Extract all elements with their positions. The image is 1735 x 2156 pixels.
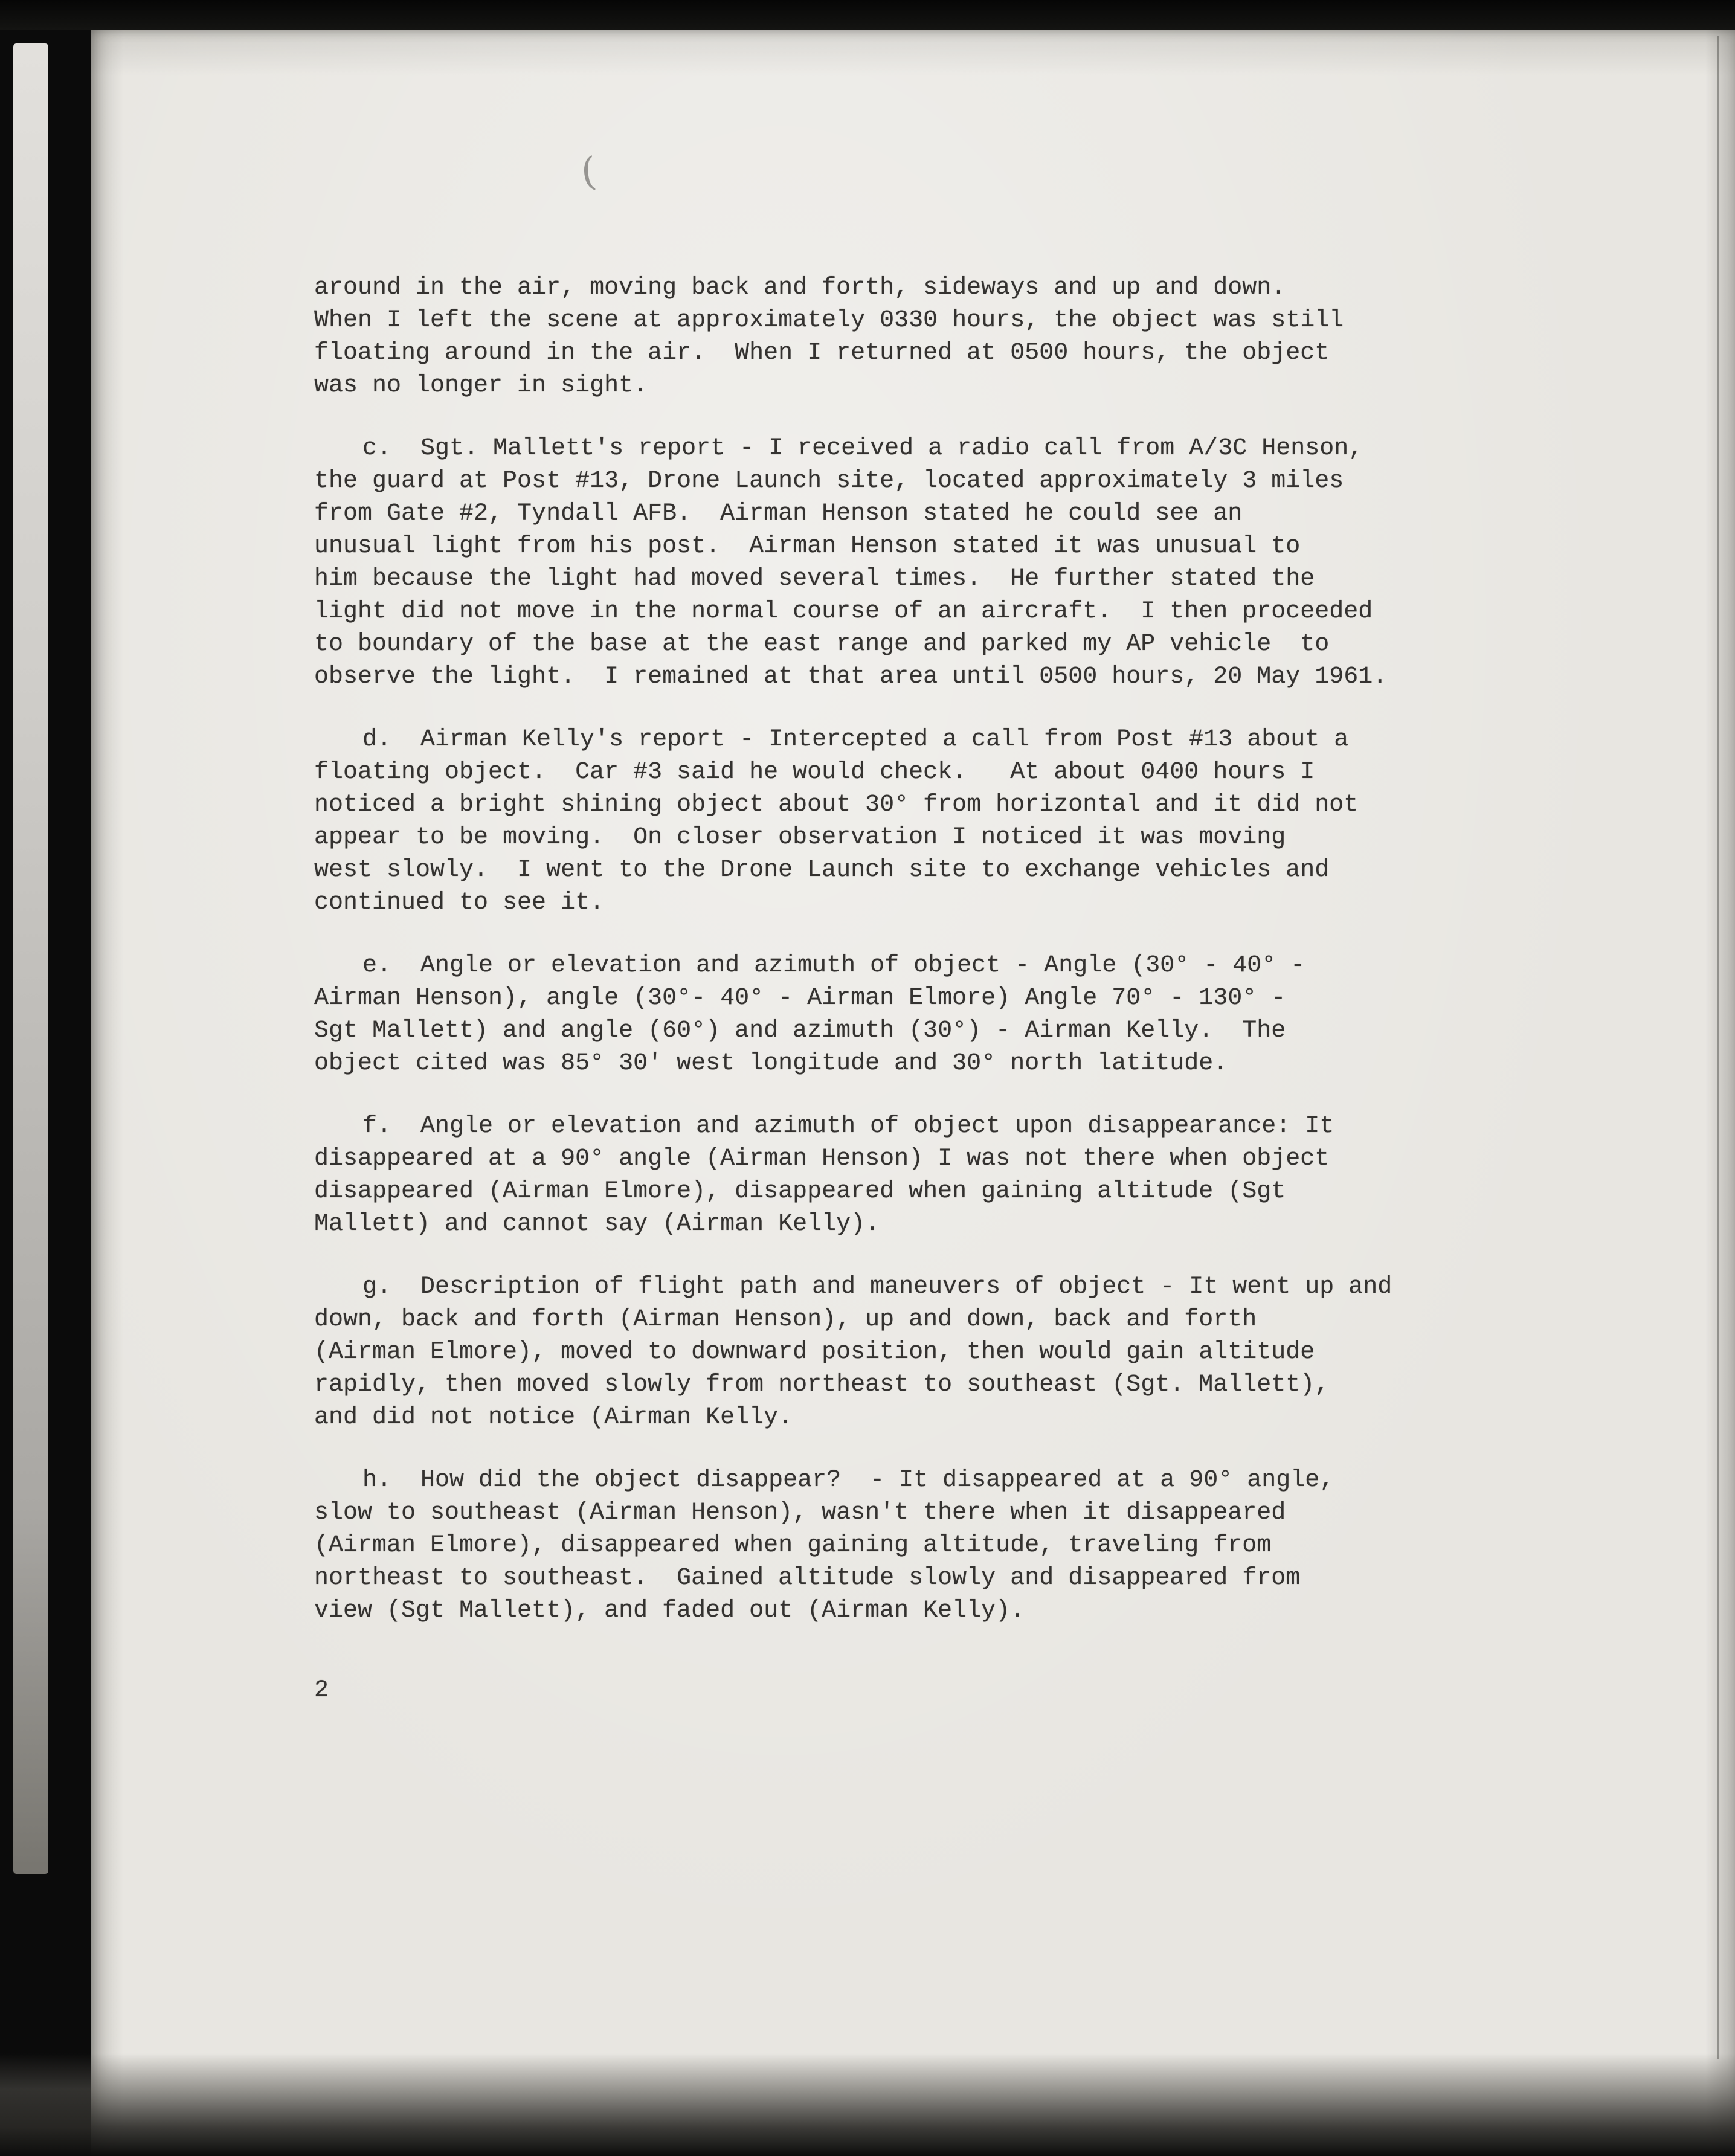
text-line: disappeared (Airman Elmore), disappeared when gaining altitude (Sgt [314,1178,1286,1205]
document-body [314,272,1408,1627]
text-line: Sgt Mallett) and angle (60°) and azimuth (30°) - Airman Kelly. The [314,1017,1286,1044]
text-line: When I left the scene at approximately 0330 hours, the object was still [314,307,1344,334]
text-line: noticed a bright shining object about 30° from horizontal and it did not [314,791,1359,819]
page-number: 2 [314,1677,329,1704]
text-line: him because the light had moved several times. He further stated the [314,565,1315,593]
paragraph [314,724,1408,919]
text-line: d. Airman Kelly's report - Intercepted a call from Post #13 about a [362,726,1349,753]
document-text-block [314,272,1408,1707]
paragraph [314,272,1408,402]
text-line: Mallett) and cannot say (Airman Kelly). [314,1211,880,1238]
text-line: e. Angle or elevation and azimuth of object - Angle (30° - 40° - [362,952,1305,979]
text-line: west slowly. I went to the Drone Launch site to exchange vehicles and [314,857,1330,884]
text-line: Airman Henson), angle (30°- 40° - Airman Elmore) Angle 70° - 130° - [314,985,1286,1012]
text-line: down, back and forth (Airman Henson), up and down, back and forth [314,1306,1257,1333]
paragraph [314,1271,1408,1434]
scan-right-edge-line [1717,36,1719,2059]
text-line: (Airman Elmore), disappeared when gaining altitude, traveling from [314,1532,1272,1559]
text-line: appear to be moving. On closer observation I noticed it was moving [314,824,1286,851]
text-line: light did not move in the normal course of an aircraft. I then proceeded [314,598,1373,625]
text-line: unusual light from his post. Airman Henson stated it was unusual to [314,533,1301,560]
text-line: object cited was 85° 30' west longitude and 30° north latitude. [314,1050,1228,1077]
text-line: rapidly, then moved slowly from northeast to southeast (Sgt. Mallett), [314,1371,1330,1398]
text-line: floating object. Car #3 said he would check. At about 0400 hours I [314,759,1315,786]
pencil-mark: ( [579,149,599,196]
text-line: northeast to southeast. Gained altitude slowly and disappeared from [314,1565,1301,1592]
text-line: (Airman Elmore), moved to downward position, then would gain altitude [314,1339,1315,1366]
text-line: around in the air, moving back and forth, sideways and up and down. [314,274,1286,301]
scan-left-edge [13,43,48,1874]
paragraph [314,950,1408,1080]
text-line: to boundary of the base at the east range and parked my AP vehicle to [314,631,1330,658]
text-line: f. Angle or elevation and azimuth of object upon disappearance: It [362,1113,1334,1140]
text-line: the guard at Post #13, Drone Launch site, located approximately 3 miles [314,468,1344,495]
paragraph [314,433,1408,693]
paragraph [314,1110,1408,1241]
text-line: disappeared at a 90° angle (Airman Henson) I was not there when object [314,1145,1330,1173]
paragraph [314,1464,1408,1627]
text-line: c. Sgt. Mallett's report - I received a radio call from A/3C Henson, [362,435,1363,462]
text-line: was no longer in sight. [314,372,648,399]
scan-top-edge [0,0,1735,30]
text-line: observe the light. I remained at that area until 0500 hours, 20 May 1961. [314,663,1388,690]
text-line: h. How did the object disappear? - It disappeared at a 90° angle, [362,1467,1334,1494]
text-line: and did not notice (Airman Kelly. [314,1404,793,1431]
text-line: g. Description of flight path and maneuvers of object - It went up and [362,1273,1392,1301]
scan-bottom-edge [0,2053,1735,2156]
text-line: slow to southeast (Airman Henson), wasn't there when it disappeared [314,1499,1286,1527]
text-line: view (Sgt Mallett), and faded out (Airman Kelly). [314,1597,1025,1624]
text-line: continued to see it. [314,889,605,916]
text-line: from Gate #2, Tyndall AFB. Airman Henson stated he could see an [314,500,1243,527]
text-line: floating around in the air. When I returned at 0500 hours, the object [314,339,1330,367]
